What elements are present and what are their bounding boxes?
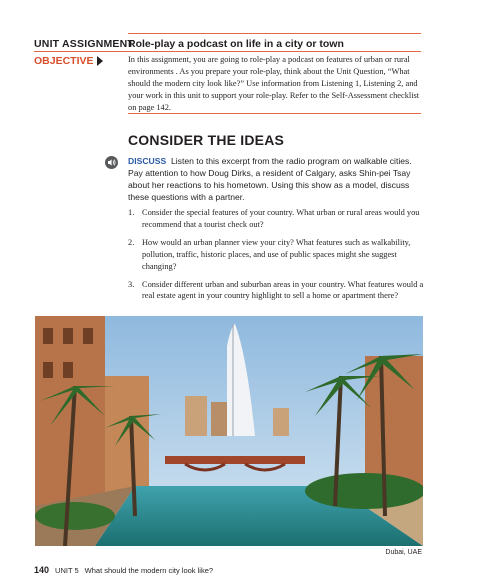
question-text: Consider different urban and suburban areas in your country. What features would a real estate agent in your country highlight to sell a home or apartment there? <box>142 279 424 301</box>
question-text: How would an urban planner view your city? What features such as walkability, pollution, traffic, historic places, and use of public spaces might she suggest changing? <box>142 237 411 271</box>
play-arrow-icon <box>97 56 103 66</box>
title-rule <box>34 51 421 52</box>
section-heading: CONSIDER THE IDEAS <box>128 132 285 148</box>
question-text: Consider the special features of your country. What urban or rural areas would you recommend that a tourist check out? <box>142 208 420 229</box>
assignment-title: Role-play a podcast on life in a city or town <box>128 38 344 50</box>
unit-question: What should the modern city look like? <box>84 566 214 575</box>
objective-text-label: OBJECTIVE <box>34 55 94 67</box>
dubai-canal-photo <box>35 316 423 546</box>
page-footer <box>34 565 213 575</box>
discuss-text: Listen to this excerpt from the radio program on walkable cities. Pay attention to how Doug Dirks, a resident of Calgary, asks Shin-pei Tsay about her reactions to his hometown. Using this show as a model, discuss these questions with a partner. <box>128 156 412 202</box>
list-item <box>128 207 424 231</box>
question-number: 1. <box>128 208 135 217</box>
unit-assignment-heading: UNIT ASSIGNMENT <box>34 38 135 50</box>
list-item <box>128 237 424 273</box>
photo-illustration <box>35 316 423 546</box>
objective-paragraph: In this assignment, you are going to role-play a podcast on features of urban or rural environments . As you prepare your role-play, think about the Unit Question, “What should the modern city look like?” Use information from Listening 1, Listening 2, and your work in this unit to support your role-play. Refer to the Self-Assessment checklist on page 142. <box>128 55 420 112</box>
objective-label <box>34 55 103 67</box>
objective-bottom-rule <box>128 113 421 114</box>
discuss-instructions <box>128 156 424 204</box>
photo-caption: Dubai, UAE <box>385 549 422 556</box>
list-item <box>128 279 424 303</box>
question-list <box>128 207 424 308</box>
page-number: 140 <box>34 565 50 575</box>
question-number: 2. <box>128 237 135 247</box>
discuss-keyword: DISCUSS <box>128 156 167 166</box>
top-rule <box>128 33 421 34</box>
unit-label: UNIT 5 <box>55 566 79 575</box>
audio-speaker-icon[interactable] <box>105 156 118 169</box>
question-number: 3. <box>128 279 135 289</box>
